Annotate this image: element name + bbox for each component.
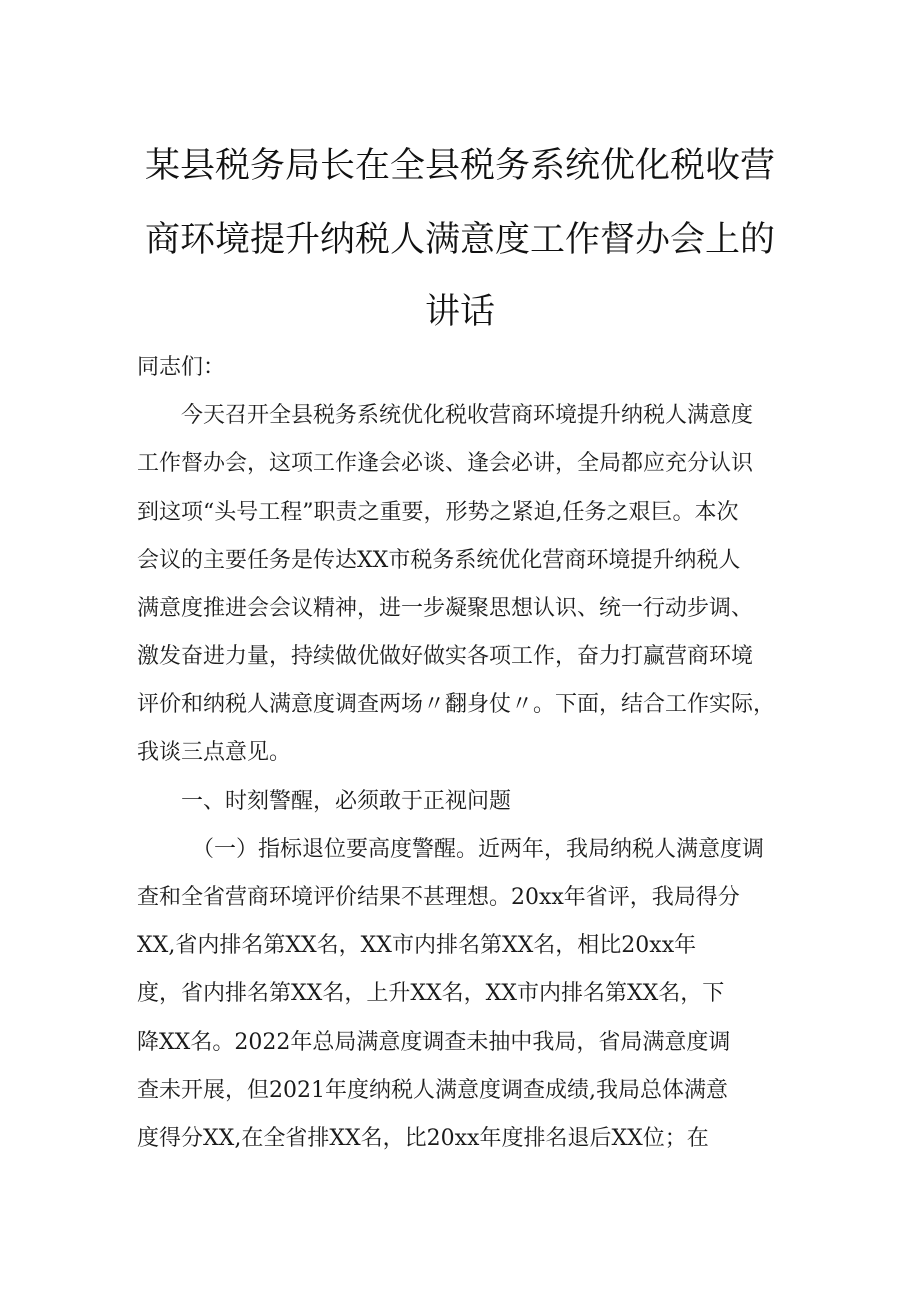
document-title-line-1: 某县税务局长在全县税务系统优化税收营: [144, 146, 775, 186]
salutation: 同志们：: [137, 355, 226, 380]
subsection-line-7: 度得分XX,在全省排XX名，比20xx年度排名退后XX位；在: [137, 1126, 709, 1151]
intro-line-6: 激发奋进力量，持续做优做好做实各项工作，奋力打赢营商环境: [137, 644, 754, 669]
intro-line-4: 会议的主要任务是传达XX市税务系统优化营商环境提升纳税人: [137, 548, 741, 573]
intro-line-3: 到这项“头号工程”职责之重要，形势之紧迫,任务之艰巨。本次: [137, 500, 739, 525]
subsection-line-5: 降XX名。2022年总局满意度调查未抽中我局，省局满意度调: [137, 1030, 731, 1055]
intro-line-7: 评价和纳税人满意度调查两场〃翻身仗〃。下面，结合工作实际，: [137, 692, 776, 717]
intro-line-2: 工作督办会，这项工作逢会必谈、逢会必讲，全局都应充分认识: [137, 451, 754, 476]
document-title-line-3: 讲话: [424, 292, 495, 332]
intro-line-1: 今天召开全县税务系统优化税收营商环境提升纳税人满意度: [181, 403, 754, 428]
intro-line-8: 我谈三点意见。: [137, 740, 292, 765]
subsection-line-1: （一）指标退位要高度警醒。近两年，我局纳税人满意度调: [192, 837, 765, 862]
subsection-line-3: XX,省内排名第XX名，XX市内排名第XX名，相比20xx年: [137, 933, 697, 958]
subsection-line-6: 查未开展，但2021年度纳税人满意度调查成绩,我局总体满意: [137, 1078, 728, 1103]
document-title-line-2: 商环境提升纳税人满意度工作督办会上的: [144, 220, 775, 260]
section-heading: 一、时刻警醒，必须敢于正视问题: [181, 789, 512, 814]
subsection-line-4: 度，省内排名第XX名，上升XX名，XX市内排名第XX名，下: [137, 981, 725, 1006]
intro-line-5: 满意度推进会会议精神，进一步凝聚思想认识、统一行动步调、: [137, 596, 754, 621]
subsection-line-2: 查和全省营商环境评价结果不甚理想。20xx年省评，我局得分: [137, 885, 740, 910]
